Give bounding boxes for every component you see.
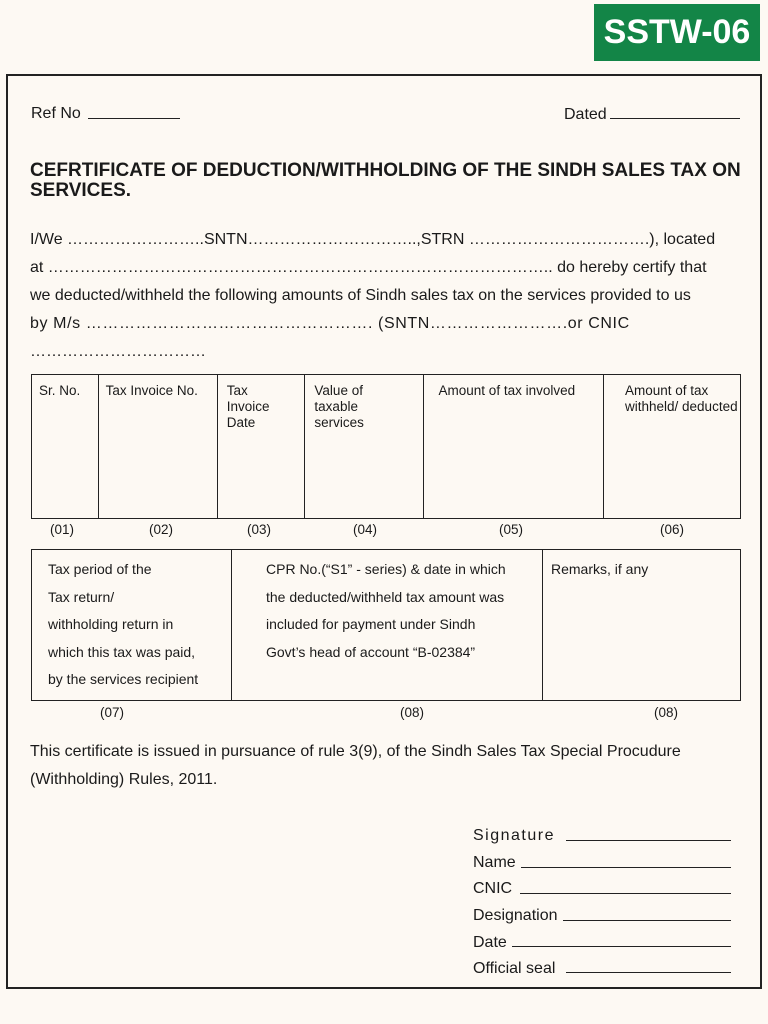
header-tax-invoice-no: Tax Invoice No. xyxy=(98,375,217,519)
name-label: Name xyxy=(473,854,516,871)
header-tax-invoice-date: Tax Invoice Date xyxy=(217,375,305,519)
designation-field[interactable] xyxy=(563,920,731,921)
col-number-03: (03) xyxy=(247,522,272,537)
declaration-line-5: …………………………… xyxy=(30,343,206,360)
signature-field[interactable] xyxy=(566,840,731,841)
declaration-line-1: I/We ……………………..SNTN…………………………..,STRN …………………………….), located xyxy=(30,231,716,248)
dated-label: Dated xyxy=(564,106,607,123)
cpr-number-cell: CPR No.(“S1” - series) & date in which the deducted/withheld tax amount was included for payment under Sindh Govt’s head of account “B-02384” xyxy=(232,550,543,701)
certificate-footer-text: This certificate is issued in pursuance of rule 3(9), of the Sindh Sales Tax Special Procudure (Withholding) Rules, 2011. xyxy=(30,743,681,788)
deduction-table xyxy=(31,374,741,519)
date-label: Date xyxy=(473,934,507,951)
col-number-08-remarks: (08) xyxy=(654,705,679,720)
col-number-07: (07) xyxy=(100,705,125,720)
col-number-08: (08) xyxy=(400,705,425,720)
ref-no-field[interactable] xyxy=(88,118,180,119)
designation-label: Designation xyxy=(473,907,558,924)
cnic-field[interactable] xyxy=(520,893,731,894)
tax-period-cell: Tax period of the Tax return/ withholding return in which this tax was paid, by the services recipient xyxy=(32,550,232,701)
col-number-04: (04) xyxy=(353,522,378,537)
dated-field[interactable] xyxy=(610,118,740,119)
declaration-line-3: we deducted/withheld the following amounts of Sindh sales tax on the services provided to us xyxy=(30,287,691,304)
date-field[interactable] xyxy=(512,946,731,947)
col-number-02: (02) xyxy=(149,522,174,537)
tax-period-table xyxy=(31,549,741,701)
official-seal-field[interactable] xyxy=(566,972,731,973)
remarks-cell: Remarks, if any xyxy=(543,550,741,701)
certificate-frame xyxy=(6,74,762,989)
ref-no-label: Ref No xyxy=(31,105,81,122)
col-number-05: (05) xyxy=(499,522,524,537)
declaration-line-2: at ………………………………………………………………………………….. do hereby certify that xyxy=(30,259,707,276)
form-code-badge: SSTW-06 xyxy=(594,4,760,61)
header-amount-tax-involved: Amount of tax involved xyxy=(423,375,603,519)
col-number-01: (01) xyxy=(50,522,75,537)
declaration-line-4: by M/s ……………………………………………. (SNTN…………………….or CNIC xyxy=(30,315,630,332)
header-value-taxable-services: Value of taxable services xyxy=(305,375,423,519)
col-number-06: (06) xyxy=(660,522,685,537)
header-sr-no: Sr. No. xyxy=(32,375,99,519)
cnic-label: CNIC xyxy=(473,880,513,897)
header-amount-tax-withheld: Amount of tax withheld/ deducted xyxy=(604,375,741,519)
official-seal-label: Official seal xyxy=(473,960,556,977)
name-field[interactable] xyxy=(521,867,731,868)
certificate-title: CEFRTIFICATE OF DEDUCTION/WITHHOLDING OF THE SINDH SALES TAX ON SERVICES. xyxy=(30,160,741,201)
signature-label: Signature xyxy=(473,827,555,844)
